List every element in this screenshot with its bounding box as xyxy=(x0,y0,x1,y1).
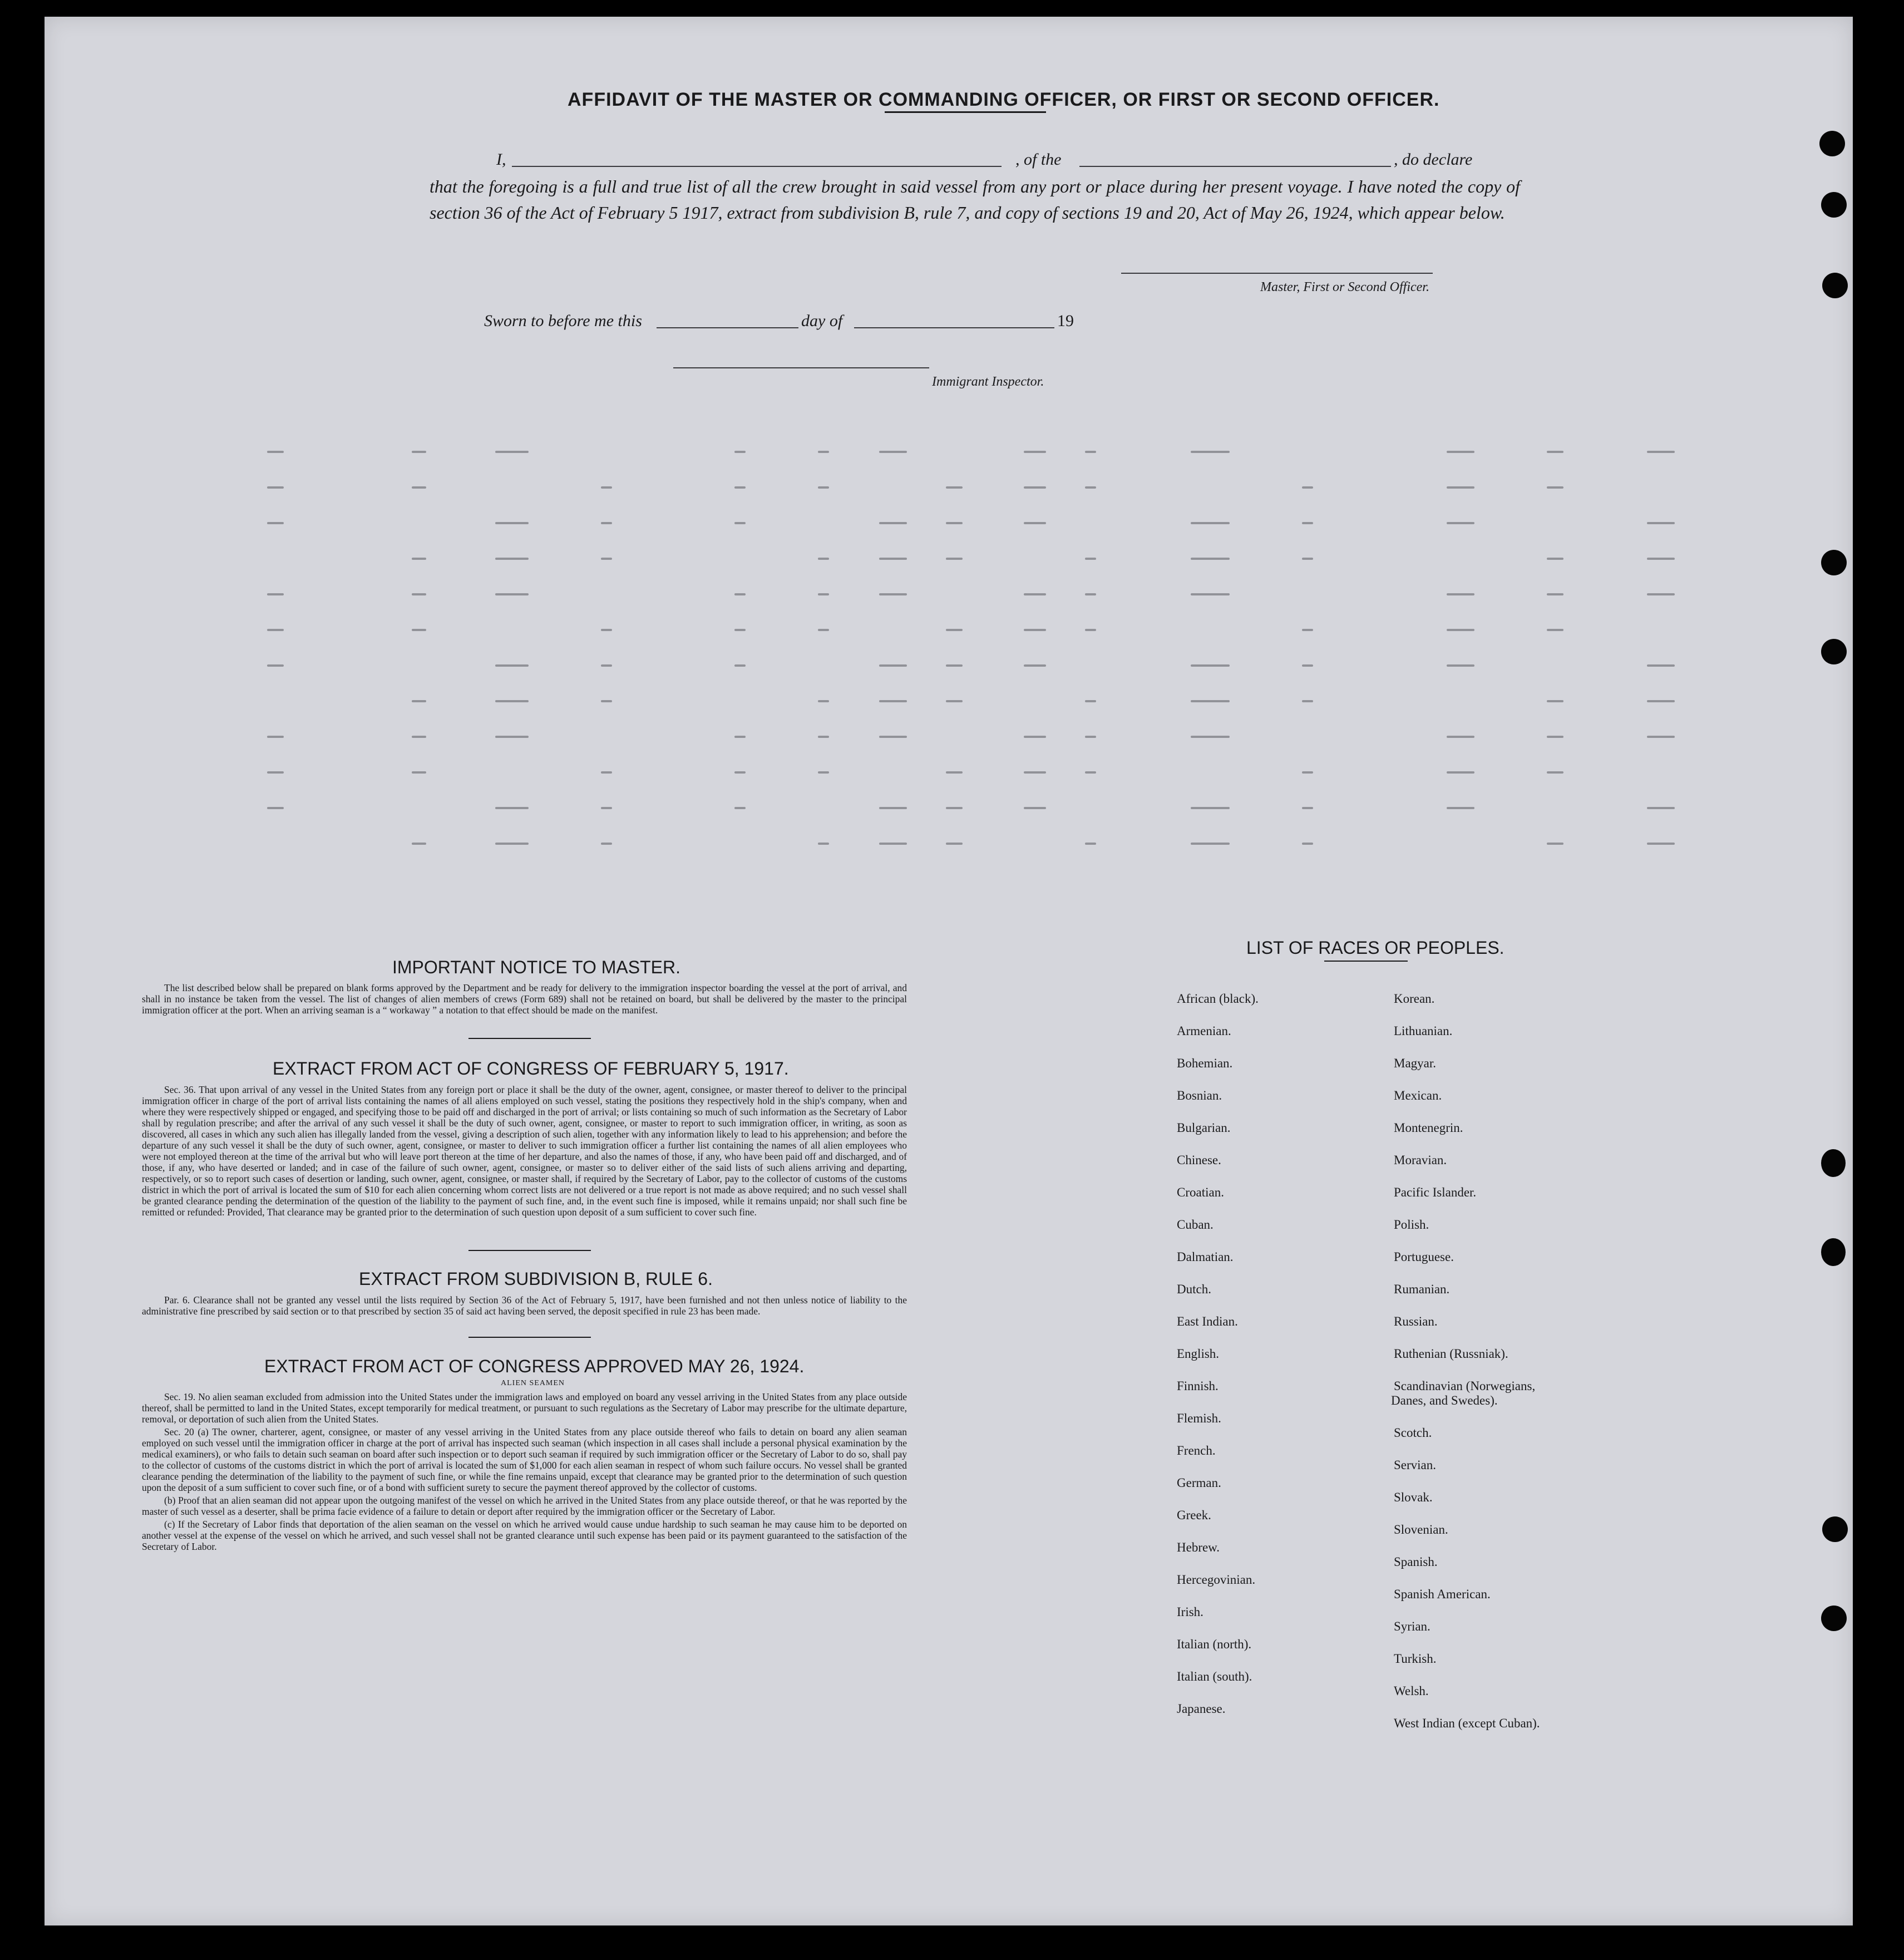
ghost-mark xyxy=(267,593,284,595)
race-item: Italian (south). xyxy=(1177,1670,1252,1683)
ghost-mark xyxy=(1547,486,1563,489)
rule6-paragraph xyxy=(142,1294,907,1318)
ghost-mark xyxy=(495,736,529,738)
signature-label: Master, First or Second Officer. xyxy=(1260,280,1429,294)
race-item: Bohemian. xyxy=(1177,1056,1233,1070)
race-item: Slovak. xyxy=(1394,1490,1433,1504)
ghost-mark xyxy=(879,843,907,845)
ghost-mark xyxy=(1191,558,1230,560)
race-item: Portuguese. xyxy=(1394,1250,1454,1264)
race-item: English. xyxy=(1177,1347,1220,1361)
ghost-mark xyxy=(412,593,426,595)
affidavit-body: that the foregoing is a full and true list of all the crew brought in said vessel from any port or place during her present voyage. I have noted the copy of section 36 of the Act of February 5 1917, extract from subdivision B, rule 7, and copy of sections 19 and 20, Act of May 26, 1924, which appear below. xyxy=(430,176,1520,223)
ghost-mark xyxy=(412,558,426,560)
ghost-mark xyxy=(818,486,829,489)
ghost-mark xyxy=(1447,522,1474,524)
ghost-mark xyxy=(946,771,963,774)
ghost-mark xyxy=(1547,629,1563,631)
ghost-mark xyxy=(734,593,746,595)
race-item: Russian. xyxy=(1394,1314,1438,1328)
ghost-mark xyxy=(734,486,746,489)
ghost-mark xyxy=(1024,664,1046,667)
binder-hole xyxy=(1821,1606,1847,1631)
ghost-mark xyxy=(267,807,284,809)
ghost-mark xyxy=(1647,451,1675,453)
ghost-mark xyxy=(1024,736,1046,738)
ghost-mark xyxy=(495,664,529,667)
ghost-mark xyxy=(818,771,829,774)
ghost-mark xyxy=(879,451,907,453)
affidavit-title: AFFIDAVIT OF THE MASTER OR COMMANDING OFFICER, OR FIRST OR SECOND OFFICER. xyxy=(568,89,1440,110)
ghost-mark xyxy=(1447,736,1474,738)
extract-1917-text: Sec. 36. That upon arrival of any vessel in the United States from any foreign port or place it shall be the duty of the owner, agent, consignee, or master thereof to deliver to the principal immigration officer in charge of the port of arrival lists containing the names of all aliens employed on such vessel, stating the positions they respectively hold in the ship's company, when and where they were respectively shipped or engaged, and specifying those to be paid off and discharged in the port of arrival; or lists containing so much of such information as the Secretary of Labor shall by regulation prescribe; and after the arrival of any such vessel it shall be the duty of such owner, agent, consignee, or master to report to such immigration officer, in writing, as soon as discovered, all cases in which any such alien has illegally landed from the vessel, giving a description of such alien, together with any information likely to lead to his apprehension; and before the departure of any such vessel it shall be the duty of such owner, agent, consignee, or master to deliver to such immigration officer a further list containing the names of all alien employees who were not employed thereon at the time of the arrival but who will leave port thereon at the time of her departure, and also the names of those, if any, who have been paid off and discharged, and of those, if any, who have deserted or landed; and in case of the failure of such owner, agent, consignee, or master so to deliver either of the said lists of such aliens arriving and departing, respectively, or so to report such cases of desertion or landing, such owner, agent, consignee, or master shall, if required by the Secretary of Labor, pay to the collector of customs of the customs district in which the port of arrival is located the sum of $10 for each alien concerning whom correct lists are not delivered or a true report is not made as above required; and no such vessel shall be granted clearance pending the determination of the question of the liability to the payment of such fine, and, in the event such fine is imposed, while it remains unpaid; nor shall such fine be remitted or refunded: Provided, That clearance may be granted prior to the determination of such question upon deposit of a sum sufficient to cover such fine. xyxy=(142,1084,907,1218)
ghost-mark xyxy=(1547,593,1563,595)
ghost-mark xyxy=(734,522,746,524)
ghost-mark xyxy=(879,736,907,738)
ghost-mark xyxy=(946,522,963,524)
ghost-mark xyxy=(601,700,612,702)
ghost-mark xyxy=(1647,807,1675,809)
ghost-mark xyxy=(818,451,829,453)
ghost-mark xyxy=(495,807,529,809)
ghost-mark xyxy=(818,700,829,702)
race-item: Servian. xyxy=(1394,1458,1437,1472)
ghost-mark xyxy=(1302,629,1313,631)
race-item: Danes, and Swedes). xyxy=(1391,1393,1498,1407)
ghost-mark xyxy=(1302,807,1313,809)
ghost-mark xyxy=(267,522,284,524)
sworn-day-field[interactable] xyxy=(657,327,798,328)
ghost-mark xyxy=(1302,486,1313,489)
ghost-mark xyxy=(1024,629,1046,631)
ghost-mark xyxy=(495,451,529,453)
ghost-mark xyxy=(946,629,963,631)
ghost-mark xyxy=(1647,736,1675,738)
ghost-mark xyxy=(818,843,829,845)
divider xyxy=(468,1038,591,1039)
ghost-mark xyxy=(267,486,284,489)
binder-hole xyxy=(1821,1149,1846,1177)
ghost-mark xyxy=(1024,807,1046,809)
races-title: LIST OF RACES OR PEOPLES. xyxy=(1246,938,1505,958)
ghost-mark xyxy=(1085,771,1096,774)
ghost-mark xyxy=(1547,451,1563,453)
sworn-day-of: day of xyxy=(801,312,843,330)
ghost-mark xyxy=(412,700,426,702)
ghost-mark xyxy=(734,807,746,809)
ghost-mark xyxy=(879,700,907,702)
ghost-mark xyxy=(601,843,612,845)
sec20a-text: Sec. 20 (a) The owner, charterer, agent, consignee, or master of any vessel arriving in the United States from any place outside thereof who fails to detain on board any alien seaman employed on such vessel until the immigration officer in charge at the port of arrival has inspected such seaman (which inspection in all cases shall include a personal physical examination by the medical examiners), or who fails to detain such seaman on board after such inspection or to deport such seaman if required by such immigration officer or the Secretary of Labor to do so, shall pay to the collector of customs of the customs district in which the port of arrival is located the sum of $1,000 for each alien seaman in respect of whom such failure occurs. No vessel shall be granted clearance pending the determination of the liability to the payment of such fine, or while the fine remains unpaid, except that clearance may be granted prior to the determination of such question upon the deposit of a sum sufficient to cover such fine, or of a bond with sufficient surety to secure the payment thereof approved by the collector of customs. xyxy=(142,1426,907,1493)
race-item: Scotch. xyxy=(1394,1426,1432,1440)
ghost-mark xyxy=(1024,593,1046,595)
ghost-mark xyxy=(601,807,612,809)
ghost-mark xyxy=(1191,843,1230,845)
ghost-mark xyxy=(879,558,907,560)
ghost-mark xyxy=(412,843,426,845)
race-item: Slovenian. xyxy=(1394,1523,1448,1537)
rule6-title: EXTRACT FROM SUBDIVISION B, RULE 6. xyxy=(359,1269,713,1289)
inspector-label: Immigrant Inspector. xyxy=(932,375,1044,389)
ghost-mark xyxy=(1085,843,1096,845)
ghost-mark xyxy=(734,629,746,631)
ghost-mark xyxy=(818,736,829,738)
race-item: Moravian. xyxy=(1394,1153,1447,1167)
ghost-mark xyxy=(1191,664,1230,667)
race-item: Croatian. xyxy=(1177,1185,1224,1199)
race-item: West Indian (except Cuban). xyxy=(1394,1716,1540,1730)
sworn-year: 19 xyxy=(1057,312,1074,330)
ghost-mark xyxy=(412,736,426,738)
race-item: Mexican. xyxy=(1394,1089,1442,1102)
extract-1924-subtitle: ALIEN SEAMEN xyxy=(501,1379,565,1387)
sworn-prefix: Sworn to before me this xyxy=(484,312,642,330)
ghost-mark xyxy=(1024,486,1046,489)
ghost-mark xyxy=(1447,771,1474,774)
race-item: Bulgarian. xyxy=(1177,1121,1231,1135)
race-item: Dutch. xyxy=(1177,1282,1211,1296)
sec20c-text: (c) If the Secretary of Labor finds that deportation of the alien seaman on the vessel on which he arrived would cause undue hardship to such seaman he may cause him to be deported on another vessel at the expense of the vessel on which he arrived, and such vessel shall not be granted clearance until such expense has been paid or its payment guaranteed to the satisfaction of the Secretary of Labor. xyxy=(142,1519,907,1552)
ghost-mark xyxy=(1647,593,1675,595)
race-item: Hebrew. xyxy=(1177,1540,1220,1554)
ghost-mark xyxy=(1302,700,1313,702)
ghost-mark xyxy=(1547,700,1563,702)
race-item: Syrian. xyxy=(1394,1619,1431,1633)
ghost-mark xyxy=(267,451,284,453)
binder-hole xyxy=(1821,192,1847,218)
ghost-mark xyxy=(818,629,829,631)
race-item: Magyar. xyxy=(1394,1056,1437,1070)
binder-hole xyxy=(1821,639,1847,664)
binder-hole xyxy=(1822,273,1848,298)
binder-hole xyxy=(1819,131,1845,156)
ghost-mark xyxy=(1302,522,1313,524)
ghost-mark xyxy=(818,593,829,595)
ghost-mark xyxy=(734,664,746,667)
ghost-mark xyxy=(1191,593,1230,595)
title-underline xyxy=(885,111,1046,113)
ghost-mark xyxy=(1547,736,1563,738)
ghost-mark xyxy=(818,558,829,560)
ghost-mark xyxy=(1191,522,1230,524)
race-item: Armenian. xyxy=(1177,1024,1231,1038)
race-item: Spanish American. xyxy=(1394,1587,1491,1601)
affidavit-declare-label: , do declare xyxy=(1394,150,1473,169)
ghost-mark xyxy=(1085,736,1096,738)
ghost-mark xyxy=(1647,843,1675,845)
ghost-mark xyxy=(1447,451,1474,453)
extract-1917-title: EXTRACT FROM ACT OF CONGRESS OF FEBRUARY 5, 1917. xyxy=(273,1058,789,1079)
race-item: Irish. xyxy=(1177,1605,1203,1619)
notice-paragraph xyxy=(142,982,907,1017)
divider xyxy=(468,1337,591,1338)
ghost-mark xyxy=(1647,522,1675,524)
ghost-mark xyxy=(1085,486,1096,489)
ghost-mark xyxy=(412,629,426,631)
ghost-mark xyxy=(734,771,746,774)
ghost-mark xyxy=(1085,629,1096,631)
affidavit-i-label: I, xyxy=(496,150,506,169)
race-item: Dalmatian. xyxy=(1177,1250,1234,1264)
ghost-mark xyxy=(1191,451,1230,453)
ghost-mark xyxy=(946,664,963,667)
ghost-mark xyxy=(601,771,612,774)
notice-text: The list described below shall be prepared on blank forms approved by the Department and be ready for delivery to the immigration inspector boarding the vessel at the port of arrival, and shall in no instance be taken from the vessel. The list of changes of alien members of crews (Form 689) shall not be retained on board, but shall be delivered by the master to the principal immigration officer at the port. When an arriving seaman is a “ workaway ” a notation to that effect should be made on the manifest. xyxy=(142,982,907,1016)
race-item: Polish. xyxy=(1394,1218,1429,1232)
ghost-mark xyxy=(879,807,907,809)
ghost-mark xyxy=(495,558,529,560)
ghost-mark xyxy=(601,629,612,631)
ghost-mark xyxy=(879,522,907,524)
race-item: Hercegovinian. xyxy=(1177,1573,1256,1587)
race-item: Bosnian. xyxy=(1177,1089,1222,1102)
manifest-sheet xyxy=(45,17,1853,1925)
ghost-mark xyxy=(267,736,284,738)
ghost-mark xyxy=(1191,700,1230,702)
ghost-mark xyxy=(879,593,907,595)
race-item: Pacific Islander. xyxy=(1394,1185,1477,1199)
master-name-field[interactable] xyxy=(512,166,1002,167)
ghost-mark xyxy=(946,807,963,809)
ghost-mark xyxy=(734,736,746,738)
ghost-mark xyxy=(1302,664,1313,667)
binder-hole xyxy=(1821,1238,1846,1266)
race-item: Korean. xyxy=(1394,992,1435,1006)
sec20b-text: (b) Proof that an alien seaman did not appear upon the outgoing manifest of the vessel on which he arrived in the United States from any place outside thereof, or that he was reported by the master of such vessel as a deserter, shall be prima facie evidence of a failure to detain or deport after required by the immigration officer or the Secretary of Labor. xyxy=(142,1495,907,1517)
races-underline xyxy=(1324,961,1408,962)
ghost-mark xyxy=(412,771,426,774)
race-item: Ruthenian (Russniak). xyxy=(1394,1347,1508,1361)
extract-1924-paragraph xyxy=(142,1391,907,1554)
race-item: Cuban. xyxy=(1177,1218,1214,1232)
ghost-mark xyxy=(1085,451,1096,453)
ghost-mark xyxy=(601,558,612,560)
race-item: Greek. xyxy=(1177,1508,1211,1522)
ghost-mark xyxy=(1085,700,1096,702)
race-item: African (black). xyxy=(1177,992,1259,1006)
inspector-signature-line[interactable] xyxy=(673,367,929,368)
ghost-mark xyxy=(1302,771,1313,774)
race-item: Montenegrin. xyxy=(1394,1121,1463,1135)
ghost-mark xyxy=(601,522,612,524)
ghost-mark xyxy=(1447,629,1474,631)
ghost-mark xyxy=(946,700,963,702)
race-item: Rumanian. xyxy=(1394,1282,1450,1296)
race-item: East Indian. xyxy=(1177,1314,1238,1328)
ghost-mark xyxy=(495,700,529,702)
ghost-mark xyxy=(267,771,284,774)
ghost-mark xyxy=(1447,664,1474,667)
ghost-mark xyxy=(946,558,963,560)
race-item: German. xyxy=(1177,1476,1221,1490)
ghost-mark xyxy=(1191,736,1230,738)
binder-hole xyxy=(1821,550,1847,575)
ghost-mark xyxy=(946,843,963,845)
sworn-month-field[interactable] xyxy=(854,327,1054,328)
ghost-mark xyxy=(267,629,284,631)
extract-1924-title: EXTRACT FROM ACT OF CONGRESS APPROVED MAY 26, 1924. xyxy=(264,1356,805,1376)
ghost-mark xyxy=(734,451,746,453)
ghost-mark xyxy=(601,664,612,667)
race-item: Italian (north). xyxy=(1177,1637,1252,1651)
notice-title: IMPORTANT NOTICE TO MASTER. xyxy=(392,957,680,977)
ghost-mark xyxy=(495,522,529,524)
ghost-mark xyxy=(879,664,907,667)
race-item: French. xyxy=(1177,1444,1216,1457)
divider xyxy=(468,1250,591,1251)
race-item: Finnish. xyxy=(1177,1379,1219,1393)
ghost-mark xyxy=(1024,451,1046,453)
race-item: Spanish. xyxy=(1394,1555,1438,1569)
ghost-mark xyxy=(1647,664,1675,667)
ghost-mark xyxy=(601,486,612,489)
ghost-mark xyxy=(412,451,426,453)
ghost-mark xyxy=(1302,558,1313,560)
ghost-mark xyxy=(1085,593,1096,595)
ghost-mark xyxy=(1024,522,1046,524)
ghost-mark xyxy=(1547,771,1563,774)
ghost-mark xyxy=(1191,807,1230,809)
ghost-mark xyxy=(1447,807,1474,809)
race-item: Flemish. xyxy=(1177,1411,1221,1425)
ghost-mark xyxy=(1024,771,1046,774)
vessel-name-field[interactable] xyxy=(1079,166,1391,167)
ghost-mark xyxy=(412,486,426,489)
ghost-mark xyxy=(946,486,963,489)
ghost-mark xyxy=(1085,558,1096,560)
ghost-mark xyxy=(1547,558,1563,560)
race-item: Japanese. xyxy=(1177,1702,1226,1716)
race-item: Lithuanian. xyxy=(1394,1024,1453,1038)
rule6-text: Par. 6. Clearance shall not be granted any vessel until the lists required by Section 36 of the Act of February 5, 1917, have been furnished and not then unless notice of liability to the administrative fine prescribed by said section or to that prescribed by section 35 of said act having been served, the deposit specified in rule 23 has been made. xyxy=(142,1294,907,1317)
ghost-mark xyxy=(495,843,529,845)
affidavit-of-the-label: , of the xyxy=(1015,150,1062,169)
race-item: Welsh. xyxy=(1394,1684,1429,1698)
signature-line[interactable] xyxy=(1121,273,1433,274)
ghost-mark xyxy=(1302,843,1313,845)
ghost-mark xyxy=(495,593,529,595)
race-item: Chinese. xyxy=(1177,1153,1221,1167)
binder-hole xyxy=(1822,1516,1848,1542)
race-item: Turkish. xyxy=(1394,1652,1437,1666)
ghost-mark xyxy=(1647,558,1675,560)
ghost-mark xyxy=(1547,843,1563,845)
ghost-mark xyxy=(267,664,284,667)
sec19-text: Sec. 19. No alien seaman excluded from admission into the United States under the immigration laws and employed on board any vessel arriving in the United States from any place outside thereof, shall be permitted to land in the United States, except temporarily for medical treatment, or pursuant to such regulations as the Secretary of Labor may prescribe for the ultimate departure, removal, or deportation of such alien from the United States. xyxy=(142,1391,907,1425)
ghost-mark xyxy=(1447,593,1474,595)
extract-1917-paragraph xyxy=(142,1084,907,1219)
race-item: Scandinavian (Norwegians, xyxy=(1394,1379,1536,1393)
ghost-mark xyxy=(1647,700,1675,702)
ghost-mark xyxy=(1447,486,1474,489)
